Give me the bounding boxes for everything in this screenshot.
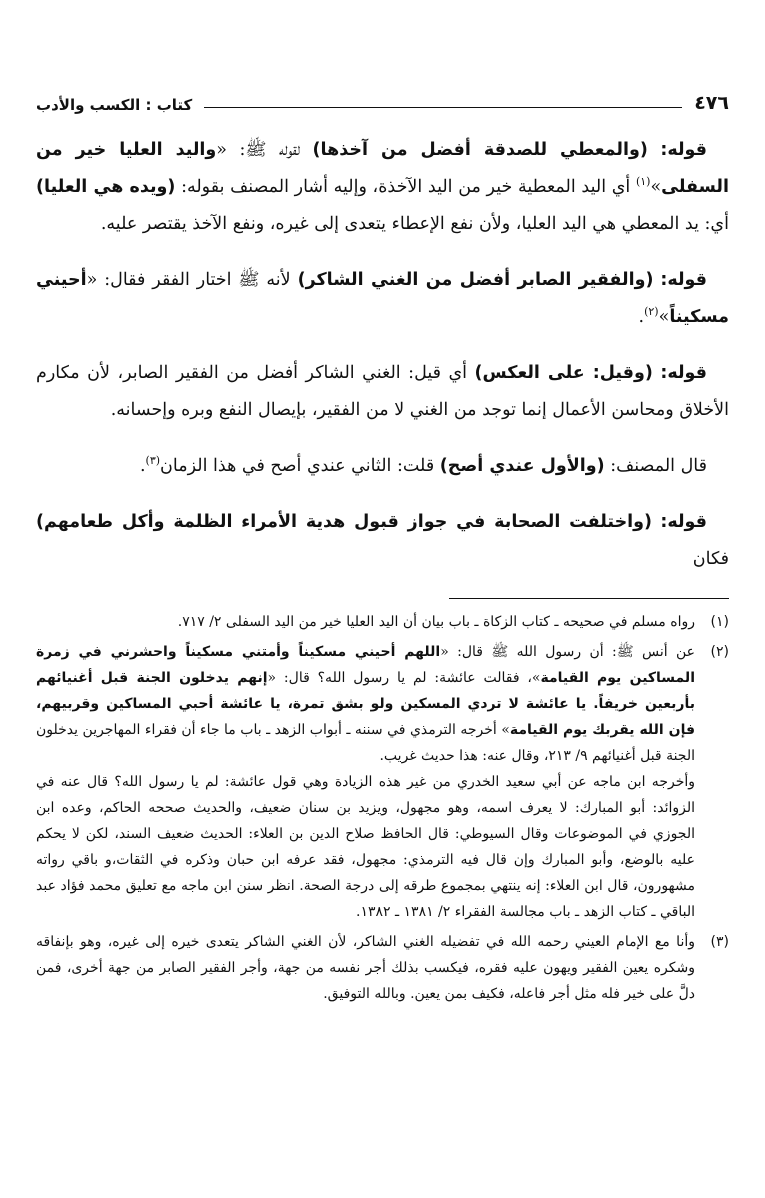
text-run: . xyxy=(139,456,146,476)
footnote-number: (٣) xyxy=(710,934,729,950)
paragraph-lead: قوله: xyxy=(660,140,707,160)
footnote-paragraph xyxy=(36,639,695,769)
hadith-quote: إنهم يدخلون الجنة قبل أغنيائهم بأربعين خريفاً. يا عائشة لا تردي المسكين ولو بشق تمرة، يا عائشة أحبي المساكين وقربيهم، فإن الله يقربك يوم القيامة xyxy=(36,670,695,738)
page-number: ٤٧٦ xyxy=(694,92,729,114)
text-run: لأنه ﷺ اختار الفقر فقال: « xyxy=(86,270,298,290)
footnote-paragraph: رواه مسلم في صحيحه ـ كتاب الزكاة ـ باب بيان أن اليد العليا خير من اليد السفلى ٢/ ٧١٧. xyxy=(177,614,695,630)
paragraph-opposite-view xyxy=(36,355,729,429)
footnote-1 xyxy=(36,609,729,635)
footnote-ref[interactable]: (١) xyxy=(635,175,651,189)
text-run: عن أنس ﷺ: أن رسول الله ﷺ قال: « xyxy=(440,644,695,660)
text-run: قال المصنف: xyxy=(604,456,707,476)
paragraph-lead: قوله: xyxy=(660,270,707,290)
paragraph-author-view xyxy=(36,448,729,485)
paragraph-lead: قوله: xyxy=(660,512,707,532)
paragraph-companions xyxy=(36,504,729,578)
footnote-paragraph: وأنا مع الإمام العيني رحمه الله في تفضيله الغني الشاكر، لأن الغني الشاكر يتعدى خيره إلى غيره، وهو بإنفاقه وشكره يعين الفقير ويهون عليه فقره، فيكسب بذلك أجر نفسه من جهة، وأجر الفقير الصابر من جهة أخرى، فمن دلَّ على خير فله مثل أجر فاعله، فكيف بمن يعين. وبالله التوفيق. xyxy=(36,934,695,1002)
footnote-2 xyxy=(36,639,729,925)
text-run: »، فقالت عائشة: لم يا رسول الله؟ قال: « xyxy=(267,670,541,686)
footnote-ref[interactable]: (٢) xyxy=(644,305,659,319)
paragraph-patient-poor xyxy=(36,262,729,336)
quoted-matn: (والمعطي للصدقة أفضل من آخذها) xyxy=(312,140,648,160)
quoted-matn: (ويده هي العليا) xyxy=(36,177,176,197)
running-header xyxy=(36,86,729,114)
footnote-text xyxy=(36,639,695,925)
text-run: . xyxy=(638,307,645,327)
footnotes xyxy=(36,609,729,1007)
footnote-number: (٢) xyxy=(710,644,729,660)
footnote-ref[interactable]: (٣) xyxy=(145,454,161,468)
hadith-quote: أحيني مسكيناً xyxy=(36,270,729,327)
text-run: فكان xyxy=(692,549,729,569)
footnote-3 xyxy=(36,929,729,1007)
text-run: » xyxy=(650,177,662,197)
text-run: لقوله ﷺ: « xyxy=(216,140,313,160)
hadith-quote: واليد العليا خير من السفلى xyxy=(36,140,729,197)
chapter-title: كتاب : الكسب والأدب xyxy=(36,96,193,114)
hadith-quote: اللهم أحيني مسكيناً وأمتني مسكيناً واحشرني في زمرة المساكين يوم القيامة xyxy=(36,644,695,686)
quoted-matn: (والفقير الصابر أفضل من الغني الشاكر) xyxy=(297,270,654,290)
main-text xyxy=(36,132,729,578)
quoted-matn: (وقيل: على العكس) xyxy=(474,363,653,383)
text-run: أي قيل: الغني الشاكر أفضل من الفقير الصابر، لأن مكارم الأخلاق ومحاسن الأعمال إنما توجد من الغني لا من الفقير، بإيصال النفع وبره وإحسانه. xyxy=(36,363,729,420)
header-rule xyxy=(204,107,682,108)
footnote-divider xyxy=(449,598,729,599)
footnote-text xyxy=(36,609,695,635)
footnote-number: (١) xyxy=(710,614,729,630)
footnote-text xyxy=(36,929,695,1007)
text-run: » xyxy=(658,307,670,327)
quoted-matn: (واختلفت الصحابة في جواز قبول هدية الأمراء الظلمة وأكل طعامهم) xyxy=(36,512,653,532)
paragraph-giver-of-charity xyxy=(36,132,729,243)
quoted-matn: (والأول عندي أصح) xyxy=(439,456,605,476)
text-run: أي: يد المعطي هي اليد العليا، ولأن نفع الإعطاء يتعدى إلى غيره، ونفع الآخذ يقتصر عليه. xyxy=(100,214,729,234)
paragraph-lead: قوله: xyxy=(660,363,707,383)
text-run: أي اليد المعطية خير من اليد الآخذة، وإليه أشار المصنف بقوله: xyxy=(175,177,636,197)
text-run: قلت: الثاني عندي أصح في هذا الزمان xyxy=(160,456,440,476)
text-run: » أخرجه الترمذي في سننه ـ أبواب الزهد ـ باب ما جاء أن فقراء المهاجرين يدخلون الجنة قبل أغنيائهم ٩/ ٢١٣، وقال عنه: هذا حديث غريب. xyxy=(36,722,695,764)
footnote-paragraph: وأخرجه ابن ماجه عن أبي سعيد الخدري من غير هذه الزيادة وهي قول عائشة: لم يا رسول الله؟ قال عنه في الزوائد: أبو المبارك: لا يعرف اسمه، وهو مجهول، ويزيد بن سنان ضعيف، والحديث صححه الحاكم، وعده ابن الجوزي في الموضوعات وقال السيوطي: قال الحافظ صلاح الدين بن العلاء: الحديث ضعيف السند، لكن لا يحكم عليه بالوضع، وأبو المبارك وإن قال فيه الترمذي: مجهول، فقد عرفه ابن حبان وذكره في الثقات،و باقي رواته مشهورون، قال ابن العلاء: إنه ينتهي بمجموع طرقه إلى درجة الصحة. انظر سنن ابن ماجه مع تعليق محمد فؤاد عبد الباقي ـ كتاب الزهد ـ باب مجالسة الفقراء ٢/ ١٣٨١ ـ ١٣٨٢. xyxy=(36,774,695,920)
